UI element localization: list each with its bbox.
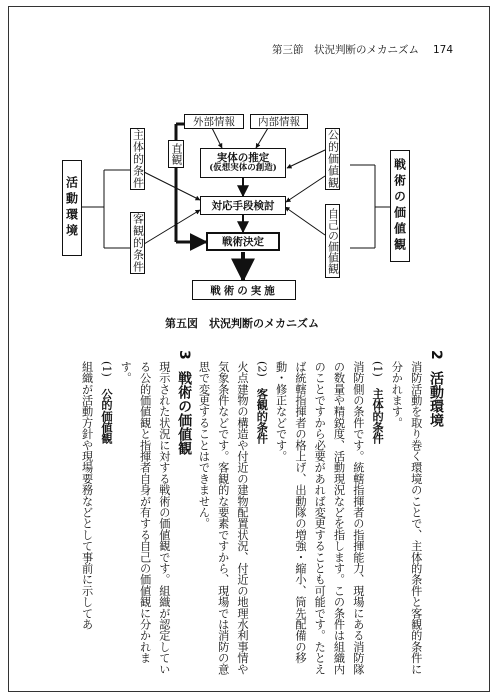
box-jiko-kachikan: 自己の価値観 xyxy=(325,204,340,278)
subsection-2-1-heading: (1) 主体的条件 xyxy=(371,361,385,445)
box-senjutsu-jisshi: 戦術の実施 xyxy=(192,280,296,300)
box-taio-shudan: 対応手段検討 xyxy=(200,196,286,215)
section-3-heading: 3 戦術の価値観 xyxy=(176,350,193,455)
box-chokkan: 直観 xyxy=(168,140,184,168)
box-gaibu-joho: 外部情報 xyxy=(184,114,244,129)
figure-caption: 第五図 状況判断のメカニズム xyxy=(165,317,319,330)
box-katsudo-kankyo: 活動環境 xyxy=(62,160,82,256)
box-koteki-kachikan: 公的価値観 xyxy=(326,129,340,189)
box-jittai-suitei: 実体の推定 (仮想実体の創造) xyxy=(200,148,286,178)
section-2-paragraph: 消防活動を取り巻く環境のことで、主体的条件と客観的条件に分かれます。 xyxy=(390,361,423,675)
box-shutaiteki-joken: 主体的条件 xyxy=(131,129,145,189)
subsection-3-1-text: 組織が活動方針や現場要務などとして事前に示してあ xyxy=(80,361,94,630)
box-senjutsu-kettei: 戦術決定 xyxy=(206,232,280,251)
box-kyakkanteki-joken: 客観的条件 xyxy=(131,213,145,273)
section-3-paragraph: 現示された状況に対する戦術の価値観です。組織が認定している公的価値観と指揮者自身が有する自己の価値観に分かれます。 xyxy=(119,361,171,675)
subsection-2-2-heading: (2) 客観的条件 xyxy=(255,361,269,445)
body-text xyxy=(46,350,446,680)
subsection-2-1-text: 消防側の条件です。統轄指揮者の指揮能力、現場にある消防隊の数量や精鋭度、活動現況などを指します。この条件は組織内のことですから必要があれば変更することも可能です。たとえば統轄指揮者の格上げ、出動隊の増強・縮小、筒先配備の移動・修正などです。 xyxy=(274,361,365,675)
box-senjutsu-kachikan: 戦術の価値観 xyxy=(390,150,410,262)
box-naibu-joho: 内部情報 xyxy=(250,114,308,129)
page-number: 174 xyxy=(433,44,454,56)
subsection-2-2-text: 火点建物の構造や付近の建物配置状況、付近の地理水利事情や気象条件などです。客観的な要素ですから、現場では消防の意思で変更することはできません。 xyxy=(197,361,250,675)
subsection-3-1-heading: (1) 公的価値観 xyxy=(99,361,113,445)
section-title: 第三節 状況判断のメカニズム xyxy=(272,44,419,56)
section-2-heading: 2 活動環境 xyxy=(428,350,444,427)
